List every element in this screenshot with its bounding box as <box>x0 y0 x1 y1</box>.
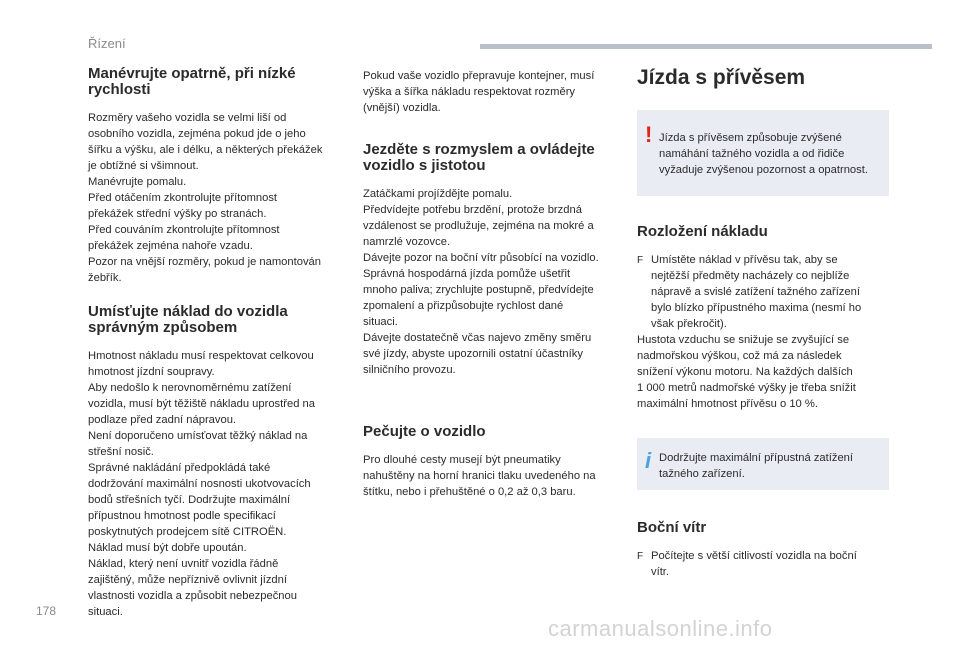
heading-maneuver: Manévrujte opatrně, při nízké rychlosti <box>88 65 296 98</box>
text-air-density: Hustota vzduchu se snižuje se zvyšující se nadmořskou výškou, což má za následek snížení výkonu motoru. Na každých dalších 1 000 metrů nadmořské výšky je třeba snížit maximální hmotnost přívěsu o 10 %. <box>637 334 856 410</box>
watermark: carmanualsonline.info <box>548 616 773 641</box>
bullet-text: Počítejte s větší citlivostí vozidla na boční vítr. <box>651 550 857 578</box>
bullet-text: Umístěte náklad v přívěsu tak, aby se nejtěžší předměty nacházely co nejblíže nápravě a svislé zatížení tažného zařízení bylo blízko přípustného maxima (nesmí ho však překročit). <box>651 254 862 330</box>
warning-text: Jízda s přívěsem způsobuje zvýšené namáhání tažného vozidla a od řidiče vyžaduje zvýšenou pozornost a opatrnost. <box>659 132 868 176</box>
header-title: Řízení <box>88 36 126 51</box>
info-icon: i <box>645 448 652 473</box>
heading-loading: Umísťujte náklad do vozidla správným způsobem <box>88 303 288 336</box>
header-rule <box>480 44 932 49</box>
column-middle <box>363 68 618 500</box>
heading-care-vehicle: Pečujte o vozidlo <box>363 423 486 440</box>
info-box <box>637 438 889 490</box>
bullet-marker-icon: F <box>637 255 644 266</box>
column-right <box>637 66 889 580</box>
heading-load-distribution: Rozložení nákladu <box>637 223 768 240</box>
text-maneuver: Rozměry vašeho vozidla se velmi liší od osobního vozidla, zejména pokud jde o jeho šířku a výšku, ale i délku, a některých překážek je obtížné si všimnout. Manévrujte pomalu. Před otáčením zkontrolujte přítomnost překážek střední výšky po stranách. Před couváním zkontrolujte přítomnost překážek zejména nahoře vzadu. Pozor na vnější rozměry, pokud je namontován žebřík. <box>88 112 323 284</box>
text-drive-confidently: Zatáčkami projíždějte pomalu. Předvídejte potřebu brzdění, protože brzdná vzdálenost se prodlužuje, zejména na mokré a namrzlé vozovce. Dávejte pozor na boční vítr působící na vozidlo. Správná hospodárná jízda pomůže ušetřit mnoho paliva; zrychlujte postupně, předvídejte zpomalení a přizpůsobujte rychlost dané situaci. Dávejte dostatečně včas najevo změny směru své jízdy, abyste upozornili ostatní účastníky silničního provozu. <box>363 188 599 376</box>
bullet-marker-icon: F <box>637 551 644 562</box>
warning-box <box>637 110 889 196</box>
heading-crosswind: Boční vítr <box>637 519 707 536</box>
text-care-vehicle: Pro dlouhé cesty musejí být pneumatiky nahuštěny na horní hranici tlaku uvedeného na štítku, nebo i přehuštěné o 0,2 až 0,3 baru. <box>363 454 596 498</box>
column-left <box>88 66 350 620</box>
heading-drive-confidently: Jezděte s rozmyslem a ovládejte vozidlo s jistotou <box>363 141 595 174</box>
info-text: Dodržujte maximální přípustná zatížení tažného zařízení. <box>659 452 854 480</box>
text-container: Pokud vaše vozidlo přepravuje kontejner, musí výška a šířka nákladu respektovat rozměry (vnější) vozidla. <box>363 70 595 114</box>
warning-icon: ! <box>645 122 653 147</box>
text-loading: Hmotnost nákladu musí respektovat celkovou hmotnost jízdní soupravy. Aby nedošlo k nerovnoměrnému zatížení vozidla, musí být těžiště nákladu uprostřed na podlaze před zadní nápravou. Není doporučeno umísťovat těžký náklad na střešní nosič. Správné nakládání předpokládá také dodržování maximální nosnosti ukotvovacích bodů střešních tyčí. Dodržujte maximální přípustnou hmotnost podle specifikací poskytnutých prodejcem sítě CITROËN. Náklad musí být dobře upoután. Náklad, který není uvnitř vozidla řádně zajištěný, může nepříznivě ovlivnit jízdní vlastnosti vozidla a způsobit nebezpečnou situaci. <box>88 350 315 618</box>
heading-trailer: Jízda s přívěsem <box>637 66 806 89</box>
bullet-crosswind <box>637 548 889 580</box>
page-number: 178 <box>36 604 57 618</box>
bullet-load-distribution <box>637 252 889 332</box>
